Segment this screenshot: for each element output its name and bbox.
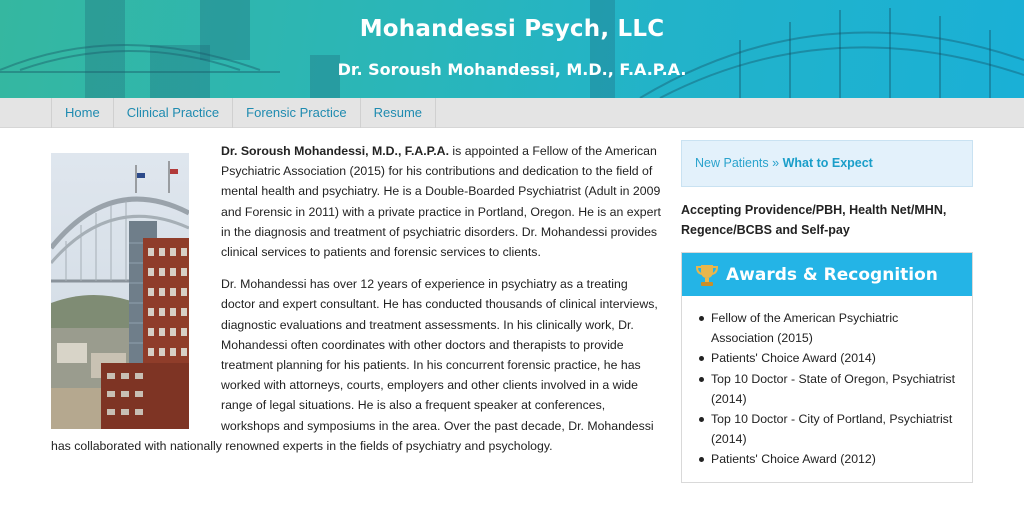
new-patients-link[interactable]: New Patients: [695, 156, 769, 170]
awards-list: [682, 296, 972, 470]
intro-text: is appointed a Fellow of the American Psychiatric Association (2015) for his contributions and dedication to the field of mental health and psychiatry. He is a Double-Boarded Psychiatrist (Adult in 2009 and Forensic in 2011) with a private practice in Portland, Oregon. He is an expert in the diagnosis and treatment of psychiatric disorders. Dr. Mohandessi provides clinical services to patients and forensic services to clients.: [221, 144, 661, 260]
main-content: [51, 141, 661, 468]
new-patients-box: [681, 140, 973, 187]
bridge-banner-image: [0, 0, 1024, 98]
list-item: Fellow of the American Psychiatric Association (2015): [697, 308, 962, 348]
main-nav: [0, 98, 1024, 128]
nav-item-resume[interactable]: Resume: [360, 98, 436, 128]
doctor-name: Dr. Soroush Mohandessi, M.D., F.A.P.A.: [221, 144, 449, 158]
list-item: Patients' Choice Award (2014): [697, 348, 962, 368]
site-title: Mohandessi Psych, LLC: [359, 16, 665, 42]
list-item: Top 10 Doctor - City of Portland, Psychiatrist (2014): [697, 409, 962, 449]
list-item: Top 10 Doctor - State of Oregon, Psychiatrist (2014): [697, 369, 962, 409]
awards-header: [682, 253, 972, 296]
trophy-icon: [696, 263, 718, 287]
insurance-accepted-text: Accepting Providence/PBH, Health Net/MHN, Regence/BCBS and Self-pay: [681, 203, 947, 237]
nav-item-forensic-practice[interactable]: Forensic Practice: [232, 98, 359, 128]
nav-item-home[interactable]: Home: [51, 98, 113, 128]
awards-title: Awards & Recognition: [726, 264, 938, 285]
list-item: Patients' Choice Award (2012): [697, 449, 962, 469]
what-to-expect-link[interactable]: What to Expect: [782, 156, 873, 170]
awards-box: [681, 252, 973, 483]
site-subtitle: Dr. Soroush Mohandessi, M.D., F.A.P.A.: [337, 60, 687, 79]
site-header: [0, 0, 1024, 98]
breadcrumb-separator: »: [768, 156, 783, 170]
experience-paragraph: Dr. Mohandessi has over 12 years of experience in psychiatry as a treating doctor and expert consultant. He has conducted thousands of clinical interviews, diagnostic evaluations and treatment assessments. In his clinically work, Dr. Mohandessi often coordinates with other doctors and therapists to provide treatment planning for his patients. In his concurrent forensic practice, he has worked with attorneys, courts, employers and other clients involved in a wide range of legal situations. He is also a frequent speaker at conferences, workshops and symposiums in the area. Over the past decade, Dr. Mohandessi has collaborated with nationally renowned experts in the fields of psychiatry and psychology.: [51, 277, 658, 453]
nav-item-clinical-practice[interactable]: Clinical Practice: [113, 98, 232, 128]
